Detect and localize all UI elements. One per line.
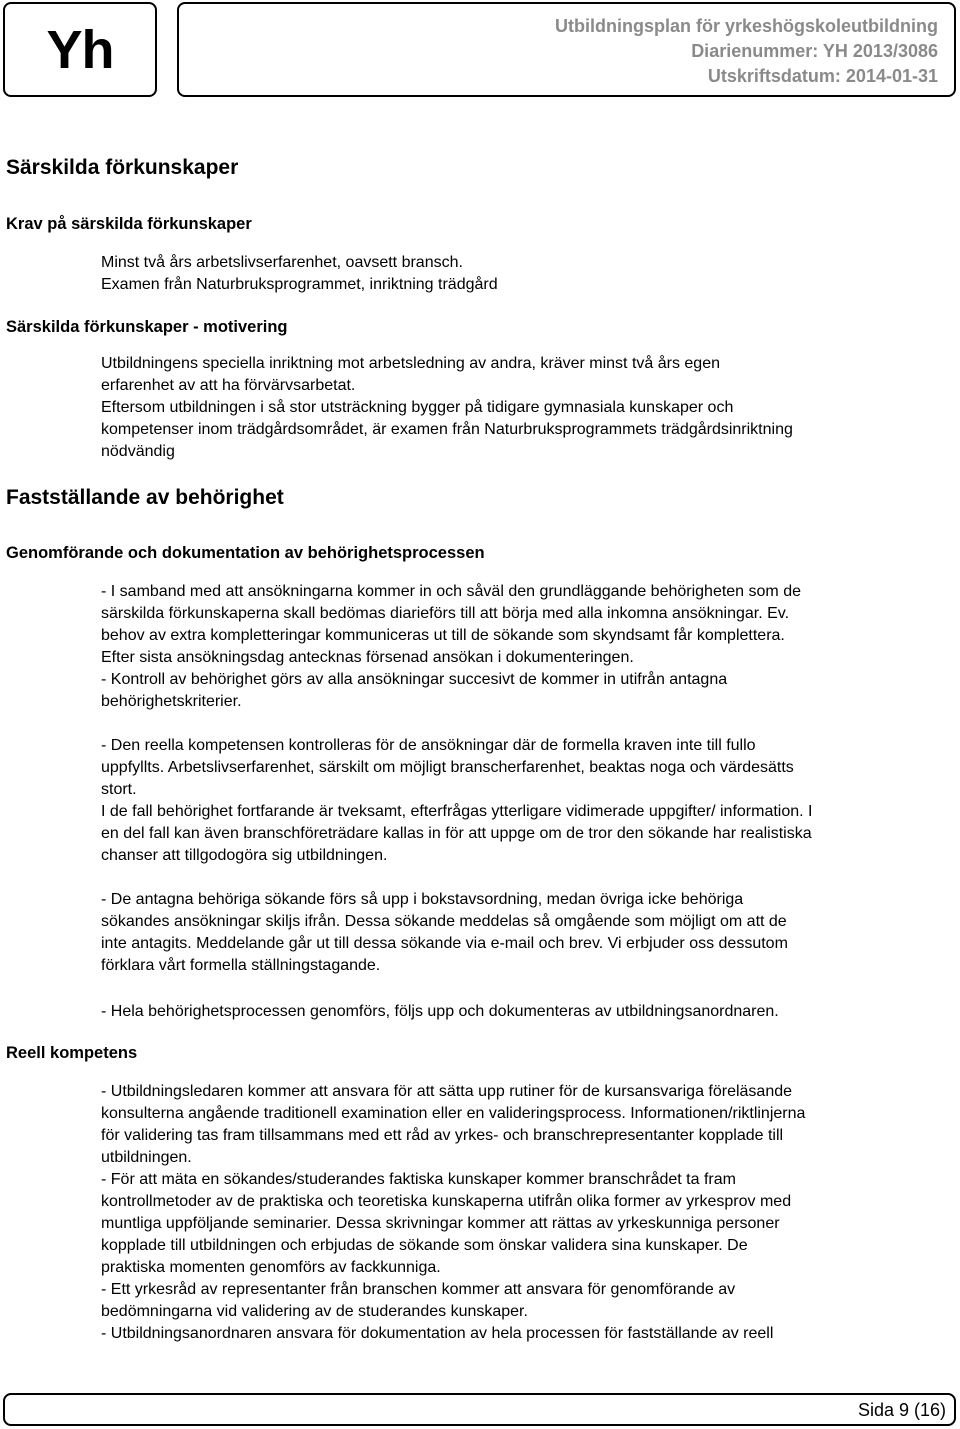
text-line: - För att mäta en sökandes/studerandes faktiska kunskaper kommer branschrådet ta fram bbox=[101, 1171, 736, 1188]
heading-process: Genomförande och dokumentation av behörighetsprocessen bbox=[6, 544, 485, 562]
text-line: sökandes ansökningar skiljs ifrån. Dessa sökande meddelas så omgående som möjligt om att de bbox=[101, 913, 787, 930]
text-line: - Utbildningsanordnaren ansvara för dokumentation av hela processen för fastställande av reell bbox=[101, 1325, 774, 1342]
heading-motivation: Särskilda förkunskaper - motivering bbox=[6, 318, 288, 336]
text-line: kompetenser inom trädgårdsområdet, är examen från Naturbruksprogrammets trädgårdsinriktning bbox=[101, 421, 793, 438]
document-header bbox=[177, 2, 956, 97]
document-title: Utbildningsplan för yrkeshögskoleutbildning bbox=[554, 16, 938, 36]
logo-box bbox=[3, 2, 157, 97]
text-line: konsulterna angående traditionell examination eller en valideringsprocess. Informationen/riktlinjerna bbox=[101, 1105, 806, 1122]
text-line: I de fall behörighet fortfarande är tveksamt, efterfrågas ytterligare vidimerade uppgifter/ information. I bbox=[101, 803, 813, 820]
motivation-text bbox=[101, 353, 959, 463]
text-line: - I samband med att ansökningarna kommer in och såväl den grundläggande behörigheten som de bbox=[101, 583, 801, 600]
heading-requirements: Krav på särskilda förkunskaper bbox=[6, 215, 252, 233]
text-line: särskilda förkunskaperna skall bedömas diarieförs till att börja med alla inkomna ansökningar. Ev. bbox=[101, 605, 790, 622]
text-line: Eftersom utbildningen i så stor utsträckning bygger på tidigare gymnasiala kunskaper och bbox=[101, 399, 734, 416]
page-footer bbox=[3, 1393, 956, 1426]
text-line: en del fall kan även branschföreträdare kallas in för att uppge om de tror den sökande har realistiska bbox=[101, 825, 812, 842]
text-line: för validering tas fram tillsammans med ett råd av yrkes- och branschrepresentanter kopplade till bbox=[101, 1127, 784, 1144]
text-line: nödvändig bbox=[101, 443, 175, 460]
text-line: förklara vårt formella ställningstagande. bbox=[101, 957, 381, 974]
page-number: Sida 9 (16) bbox=[857, 1400, 946, 1420]
section-title-eligibility: Fastställande av behörighet bbox=[6, 486, 284, 509]
section-title-prerequisites: Särskilda förkunskaper bbox=[6, 156, 239, 179]
text-line: bedömningarna vid validering av de studerandes kunskaper. bbox=[101, 1303, 528, 1320]
requirements-text bbox=[101, 252, 959, 296]
text-line: behov av extra kompletteringar kommuniceras ut till de sökande som skyndsamt får komplettera. bbox=[101, 627, 785, 644]
text-line: - De antagna behöriga sökande förs så upp i bokstavsordning, medan övriga icke behöriga bbox=[101, 891, 744, 908]
heading-real-competence: Reell kompetens bbox=[6, 1044, 138, 1062]
text-line: kontrollmetoder av de praktiska och teoretiska kunskaperna utifrån olika former av yrkesprov med bbox=[101, 1193, 792, 1210]
text-line: praktiska momenten genomförs av fackkunniga. bbox=[101, 1259, 441, 1276]
process-block-2 bbox=[101, 735, 959, 867]
process-block-1 bbox=[101, 581, 959, 713]
text-line: - Utbildningsledaren kommer att ansvara för att sätta upp rutiner för de kursansvariga föreläsande bbox=[101, 1083, 793, 1100]
real-competence-text bbox=[101, 1081, 959, 1345]
text-line: Examen från Naturbruksprogrammet, inriktning trädgård bbox=[101, 276, 498, 293]
text-line: chanser att tillgodogöra sig utbildningen. bbox=[101, 847, 388, 864]
text-line: muntliga uppföljande seminarier. Dessa skrivningar kommer att rättas av yrkeskunniga personer bbox=[101, 1215, 780, 1232]
text-line: uppfyllts. Arbetslivserfarenhet, särskilt om möjligt branscherfarenhet, beaktas noga och värdesätts bbox=[101, 759, 794, 776]
text-line: behörighetskriterier. bbox=[101, 693, 242, 710]
yh-logo: Yh bbox=[46, 19, 114, 80]
text-line: - Kontroll av behörighet görs av alla ansökningar succesivt de kommer in utifrån antagna bbox=[101, 671, 728, 688]
text-line: stort. bbox=[101, 781, 137, 798]
text-line: Utbildningens speciella inriktning mot arbetsledning av andra, kräver minst två års egen bbox=[101, 355, 720, 372]
text-line: utbildningen. bbox=[101, 1149, 192, 1166]
text-line: - Hela behörighetsprocessen genomförs, följs upp och dokumenteras av utbildningsanordnaren. bbox=[101, 1003, 779, 1020]
text-line: - Den reella kompetensen kontrolleras för de ansökningar där de formella kraven inte till fullo bbox=[101, 737, 756, 754]
process-block-3 bbox=[101, 889, 959, 977]
diary-number: Diarienummer: YH 2013/3086 bbox=[691, 41, 938, 61]
text-line: Efter sista ansökningsdag antecknas försenad ansökan i dokumenteringen. bbox=[101, 649, 634, 666]
print-date: Utskriftsdatum: 2014-01-31 bbox=[707, 66, 938, 86]
text-line: Minst två års arbetslivserfarenhet, oavsett bransch. bbox=[101, 254, 463, 271]
text-line: inte antagits. Meddelande går ut till dessa sökande via e-mail och brev. Vi erbjuder oss dessutom bbox=[101, 935, 788, 952]
process-block-4 bbox=[101, 1001, 959, 1023]
text-line: kopplade till utbildningen och erbjudas de sökande som önskar validera sina kunskaper. De bbox=[101, 1237, 748, 1254]
text-line: erfarenhet av att ha förvärvsarbetat. bbox=[101, 377, 356, 394]
text-line: - Ett yrkesråd av representanter från branschen kommer att ansvara för genomförande av bbox=[101, 1281, 736, 1298]
